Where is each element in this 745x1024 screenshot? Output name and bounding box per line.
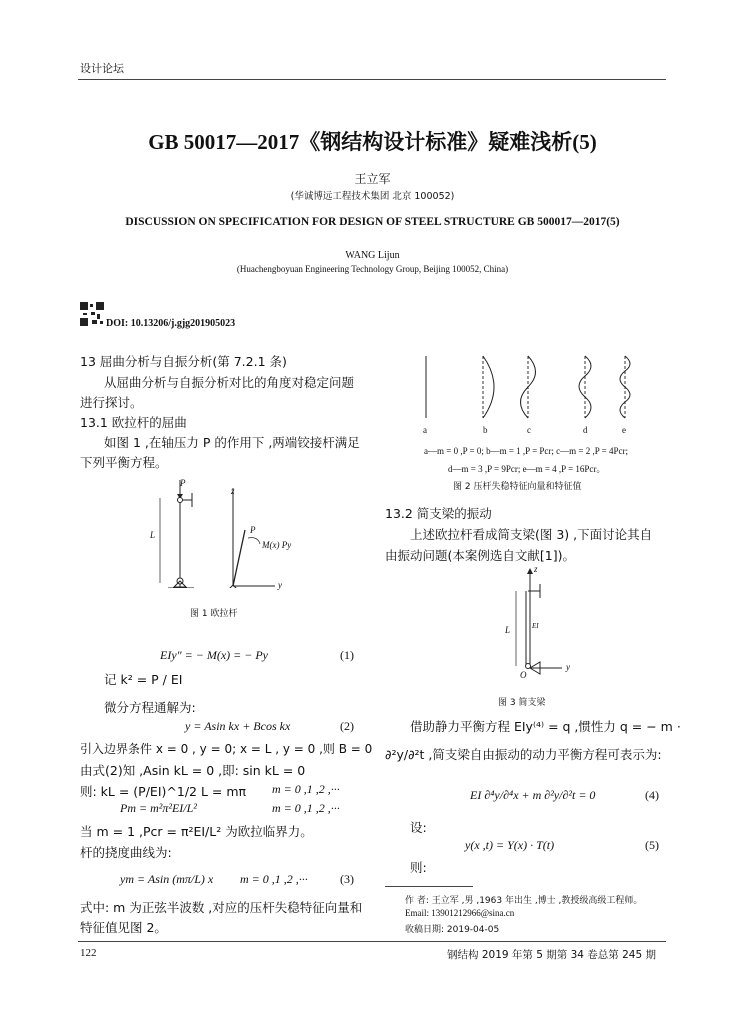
qr-code-icon <box>80 302 104 326</box>
fig3-label-y: y <box>566 662 570 672</box>
fig2-label-b: b <box>483 425 488 435</box>
paragraph-text: 由振动问题(本案例选自文献[1])。 <box>385 548 575 563</box>
equation-3: ym = Asin (mπ/L) x <box>120 872 214 886</box>
paragraph-text: 则: <box>410 860 427 875</box>
paragraph-text: ∂²y/∂²t ,简支梁自由振动的动力平衡方程可表示为: <box>385 747 662 762</box>
affiliation: (华诚博远工程技术集团 北京 100052) <box>290 191 455 202</box>
paragraph-text: 则: kL = (P/EI)^1/2 L = mπ <box>80 784 247 799</box>
fig2-legend: d—m = 3 ,P = 9Pcr; e—m = 4 ,P = 16Pcr。 <box>448 464 606 474</box>
paragraph-text: 当 m = 1 ,Pcr = π²EI/L² 为欧拉临界力。 <box>80 824 313 839</box>
equation-2: y = Asin kx + Bcos kx <box>185 719 291 733</box>
footnote-author: 作 者: 王立军 ,男 ,1963 年出生 ,博士 ,教授级高级工程师。 <box>405 896 643 906</box>
header-rule <box>78 79 666 80</box>
author-name: 王立军 <box>354 172 391 186</box>
fig1-label-l: L <box>150 530 156 540</box>
figure-3-caption: 图 3 简支梁 <box>498 698 546 708</box>
paragraph-text: 设: <box>410 820 427 835</box>
fig1-label-y: y <box>278 580 282 590</box>
fig2-label-e: e <box>622 425 626 435</box>
equation-5: y(x ,t) = Y(x) · T(t) <box>465 838 555 852</box>
paragraph-text: 上述欧拉杆看成简支梁(图 3) ,下面讨论其自 <box>410 527 653 542</box>
equation-4: EI ∂⁴y/∂⁴x + m ∂²y/∂²t = 0 <box>470 788 596 802</box>
paragraph-text: 进行探讨。 <box>80 395 143 410</box>
paragraph-text: 由式(2)知 ,Asin kL = 0 ,即: sin kL = 0 <box>80 763 306 778</box>
figure-1-caption: 图 1 欧拉杆 <box>190 609 238 619</box>
fig2-label-a: a <box>423 425 427 435</box>
paper-title: GB 50017—2017《钢结构设计标准》疑难浅析(5) <box>148 130 597 154</box>
equation-1-number: (1) <box>340 648 354 662</box>
equation-1: EIy″ = − M(x) = − Py <box>160 648 269 662</box>
paragraph-text: 微分方程通解为: <box>104 700 196 715</box>
k-definition: 记 k² = P / EI <box>104 672 183 687</box>
paragraph-text: 杆的挠度曲线为: <box>80 845 172 860</box>
paragraph-text: 特征值见图 2。 <box>80 920 167 935</box>
equation-3-number: (3) <box>340 872 354 886</box>
paragraph-text: 从屈曲分析与自振分析对比的角度对稳定问题 <box>104 375 355 390</box>
fig1-label-p: P <box>180 478 186 488</box>
fig1-label-z: z <box>231 486 235 496</box>
figure-2-buckling-modes <box>410 352 650 422</box>
fig3-label-o: O <box>520 670 527 680</box>
footnote-rule <box>385 886 473 887</box>
english-title: DISCUSSION ON SPECIFICATION FOR DESIGN OF STEEL STRUCTURE GB 500017—2017(5) <box>125 216 620 228</box>
equation-4-number: (4) <box>645 788 659 802</box>
paragraph-text: 式中: m 为正弦半波数 ,对应的压杆失稳特征向量和 <box>80 900 363 915</box>
footnote-email: Email: 13901212966@sina.cn <box>405 908 515 918</box>
pm-equation: Pm = m²π²EI/L² <box>120 801 197 815</box>
section-13-heading: 13 屈曲分析与自振分析(第 7.2.1 条) <box>80 354 287 369</box>
section-13-1-heading: 13.1 欧拉杆的屈曲 <box>80 415 187 430</box>
figure-2-caption: 图 2 压杆失稳特征向量和特征值 <box>453 482 582 492</box>
figure-3-simply-supported-beam <box>490 566 570 676</box>
fig1-label-moment: M(x) Py <box>262 540 292 550</box>
equation-5-number: (5) <box>645 838 659 852</box>
paragraph-text: 如图 1 ,在轴压力 P 的作用下 ,两端铰接杆满足 <box>104 435 360 450</box>
boundary-conditions: 引入边界条件 x = 0 , y = 0; x = L , y = 0 ,则 B = 0 <box>80 742 373 756</box>
section-header: 设计论坛 <box>80 62 124 75</box>
fig1-label-p2: P <box>250 525 256 535</box>
english-author: WANG Lijun <box>345 250 400 261</box>
paragraph-text: 借助静力平衡方程 EIy⁽⁴⁾ = q ,惯性力 q = − m · <box>410 719 681 734</box>
footer-rule <box>78 941 666 942</box>
m-range: m = 0 ,1 ,2 ,··· <box>272 801 340 815</box>
section-13-2-heading: 13.2 简支梁的振动 <box>385 506 492 521</box>
fig2-label-d: d <box>583 425 588 435</box>
m-range: m = 0 ,1 ,2 ,··· <box>240 872 308 886</box>
doi: DOI: 10.13206/j.gjg201905023 <box>106 318 236 329</box>
equation-2-number: (2) <box>340 719 354 733</box>
fig3-label-ei: EI <box>532 622 539 630</box>
page-number: 122 <box>80 947 97 959</box>
fig3-label-l: L <box>505 625 511 635</box>
paragraph-text: 下列平衡方程。 <box>80 455 168 470</box>
fig3-label-z: z <box>534 564 538 574</box>
english-affiliation: (Huachengboyuan Engineering Technology Group, Beijing 100052, China) <box>236 264 509 274</box>
figure-1-euler-column <box>140 478 280 588</box>
fig2-legend: a—m = 0 ,P = 0; b—m = 1 ,P = Pcr; c—m = 2 ,P = 4Pcr; <box>424 446 628 456</box>
m-range: m = 0 ,1 ,2 ,··· <box>272 782 340 796</box>
footnote-date: 收稿日期: 2019-04-05 <box>405 925 500 935</box>
fig2-label-c: c <box>527 425 531 435</box>
journal-info: 钢结构 2019 年第 5 期第 34 卷总第 245 期 <box>447 949 657 961</box>
